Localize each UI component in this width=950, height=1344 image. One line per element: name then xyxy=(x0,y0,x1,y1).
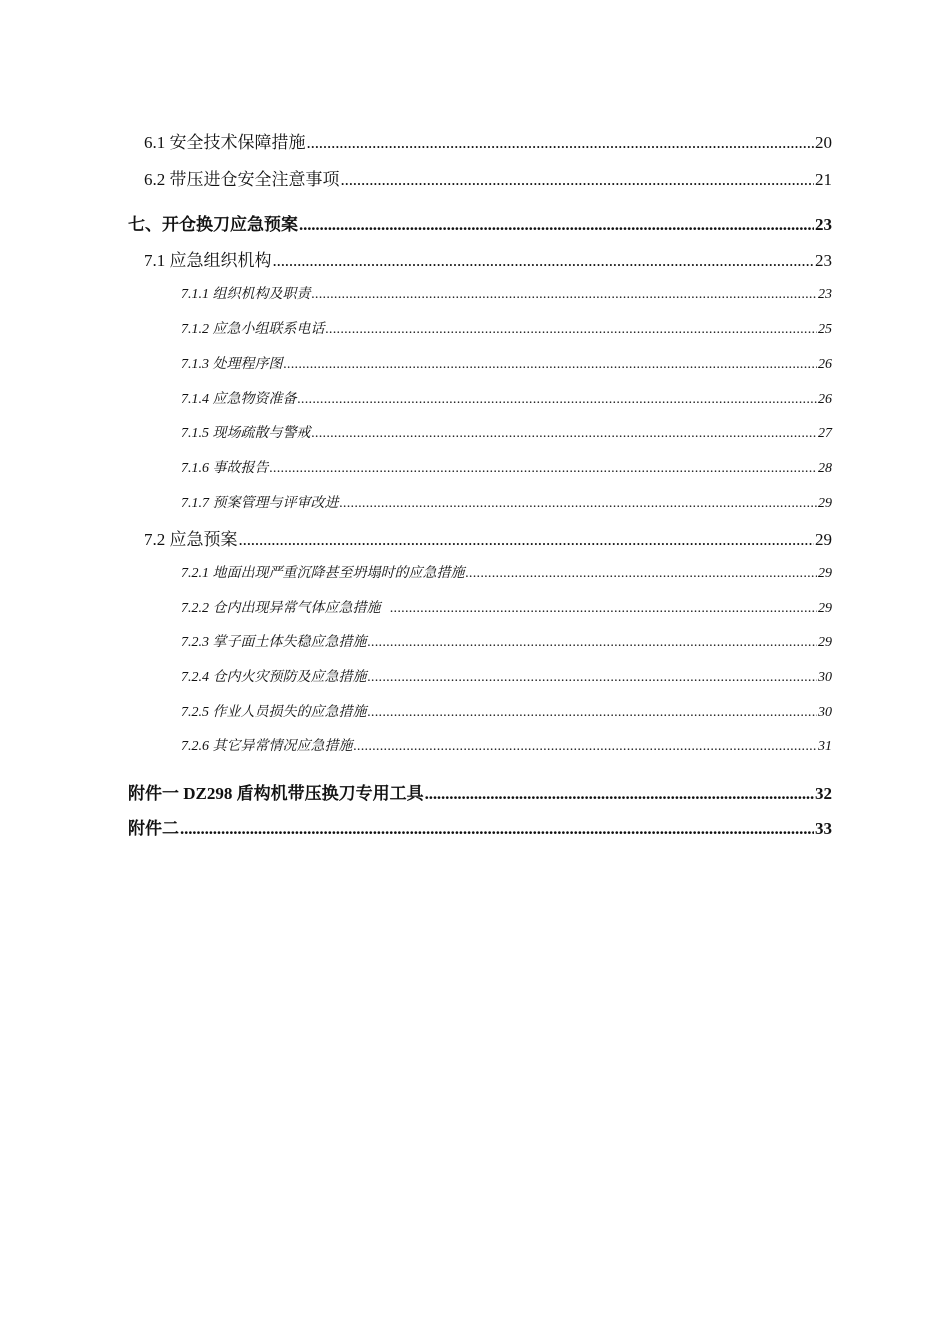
toc-entry-label: 7.1.5 现场疏散与警戒 xyxy=(181,426,311,441)
toc-dot-leader xyxy=(340,496,818,512)
toc-subentry[interactable] xyxy=(128,597,832,617)
toc-entry-label: 7.2 应急预案 xyxy=(144,530,238,549)
toc-entry-label: 7.2.2 仓内出现异常气体应急措施 xyxy=(181,601,381,616)
toc-entry[interactable] xyxy=(128,246,832,271)
toc-entry-page: 33 xyxy=(815,819,832,838)
toc-subentry[interactable] xyxy=(128,318,832,338)
toc-entry-label: 7.2.5 作业人员损失的应急措施 xyxy=(181,705,367,720)
toc-entry-label: 7.1.7 预案管理与评审改进 xyxy=(181,496,339,511)
toc-dot-leader xyxy=(312,426,818,442)
toc-entry-page: 31 xyxy=(818,739,832,754)
toc-subentry[interactable] xyxy=(128,631,832,651)
toc-subentry[interactable] xyxy=(128,735,832,755)
toc-subentry[interactable] xyxy=(128,388,832,408)
toc-dot-leader xyxy=(466,566,818,582)
toc-subentry[interactable] xyxy=(128,666,832,686)
toc-dot-leader xyxy=(312,287,818,303)
toc-entry-label: 7.2.6 其它异常情况应急措施 xyxy=(181,739,353,754)
toc-entry-label: 附件一 DZ298 盾构机带压换刀专用工具 xyxy=(128,784,424,803)
toc-dot-leader xyxy=(298,392,818,408)
toc-entry-page: 23 xyxy=(815,251,832,270)
toc-dot-leader xyxy=(368,705,818,721)
toc-dot-leader xyxy=(326,322,818,338)
toc-entry-page: 32 xyxy=(815,784,832,803)
toc-entry-page: 30 xyxy=(818,705,832,720)
toc-entry-page: 29 xyxy=(818,635,832,650)
toc-dot-leader xyxy=(284,357,818,373)
toc-entry-label: 7.1.6 事故报告 xyxy=(181,461,269,476)
toc-entry-label: 七、开仓换刀应急预案 xyxy=(128,215,298,234)
toc-entry-page: 26 xyxy=(818,392,832,407)
toc-entry-label: 7.2.4 仓内火灾预防及应急措施 xyxy=(181,670,367,685)
toc-appendix-entry[interactable] xyxy=(128,814,832,839)
toc-entry-page: 26 xyxy=(818,357,832,372)
toc-entry-page: 29 xyxy=(818,496,832,511)
toc-entry[interactable] xyxy=(128,128,832,153)
toc-entry[interactable] xyxy=(128,525,832,550)
toc-dot-leader xyxy=(425,784,814,804)
toc-entry-page: 29 xyxy=(815,530,832,549)
toc-entry-page: 27 xyxy=(818,426,832,441)
toc-subentry[interactable] xyxy=(128,701,832,721)
toc-entry[interactable] xyxy=(128,165,832,190)
toc-entry-label: 7.1 应急组织机构 xyxy=(144,251,272,270)
toc-dot-leader xyxy=(368,670,818,686)
toc-subentry[interactable] xyxy=(128,422,832,442)
toc-dot-leader xyxy=(180,819,814,839)
toc-entry-label: 6.2 带压进仓安全注意事项 xyxy=(144,170,340,189)
toc-entry-page: 29 xyxy=(818,601,832,616)
toc-entry-page: 28 xyxy=(818,461,832,476)
toc-entry-page: 20 xyxy=(815,133,832,152)
toc-appendix-entry[interactable] xyxy=(128,779,832,804)
toc-chapter-entry[interactable] xyxy=(128,210,832,235)
toc-subentry[interactable] xyxy=(128,562,832,582)
toc-entry-page: 23 xyxy=(818,287,832,302)
toc-dot-leader xyxy=(390,601,817,617)
toc-entry-label: 7.2.1 地面出现严重沉降甚至坍塌时的应急措施 xyxy=(181,566,465,581)
toc-entry-label: 7.2.3 掌子面土体失稳应急措施 xyxy=(181,635,367,650)
toc-dot-leader xyxy=(299,215,814,235)
toc-subentry[interactable] xyxy=(128,492,832,512)
toc-entry-label: 附件二 xyxy=(128,819,179,838)
toc-entry-page: 21 xyxy=(815,170,832,189)
toc-dot-leader xyxy=(368,635,818,651)
toc-dot-leader xyxy=(307,133,815,153)
toc-dot-leader xyxy=(273,251,815,271)
toc-entry-page: 30 xyxy=(818,670,832,685)
toc-subentry[interactable] xyxy=(128,457,832,477)
toc-dot-leader xyxy=(341,170,815,190)
toc-dot-leader xyxy=(239,530,815,550)
toc-entry-page: 25 xyxy=(818,322,832,337)
toc-entry-label: 7.1.1 组织机构及职责 xyxy=(181,287,311,302)
toc-entry-label: 7.1.3 处理程序图 xyxy=(181,357,283,372)
toc-subentry[interactable] xyxy=(128,283,832,303)
toc-entry-label: 7.1.2 应急小组联系电话 xyxy=(181,322,325,337)
toc-entry-label: 7.1.4 应急物资准备 xyxy=(181,392,297,407)
toc-subentry[interactable] xyxy=(128,353,832,373)
toc-entry-page: 29 xyxy=(818,566,832,581)
toc-entry-label: 6.1 安全技术保障措施 xyxy=(144,133,306,152)
toc-dot-leader xyxy=(354,739,818,755)
toc-entry-page: 23 xyxy=(815,215,832,234)
toc-dot-leader xyxy=(270,461,818,477)
table-of-contents xyxy=(128,0,832,1344)
